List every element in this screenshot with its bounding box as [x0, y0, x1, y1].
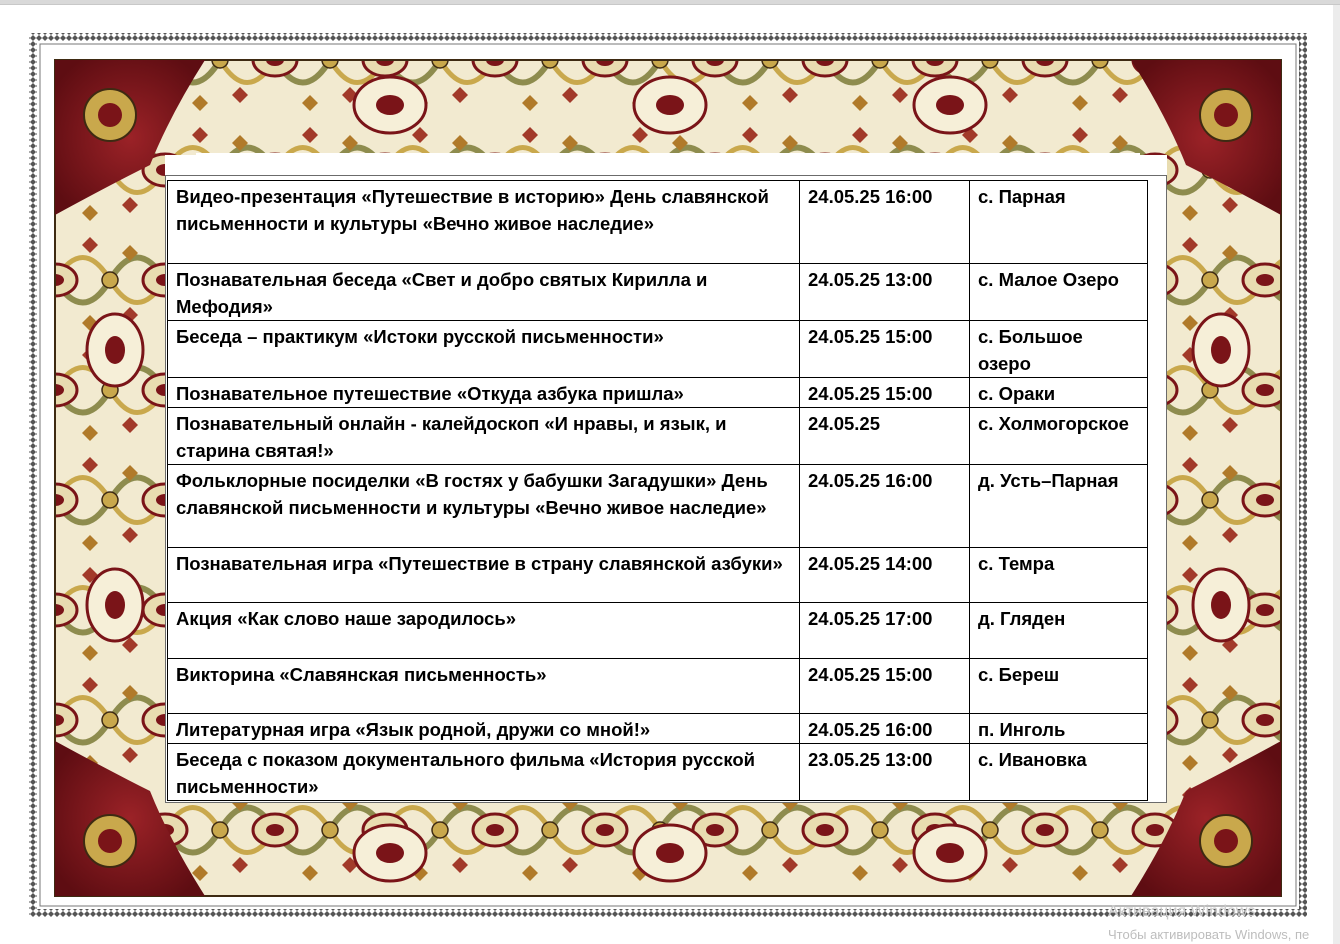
event-cell: Познавательная игра «Путешествие в страну славянской азбуки»: [168, 548, 800, 603]
table-row: [168, 378, 1148, 408]
datetime-cell: 24.05.25: [800, 408, 970, 465]
windows-activation-title: Активация Windows: [1108, 903, 1256, 920]
event-cell: Познавательный онлайн - калейдоскоп «И нравы, и язык, и старина святая!»: [168, 408, 800, 465]
datetime-cell: 24.05.25 15:00: [800, 321, 970, 378]
table-row: [168, 264, 1148, 321]
table-row: [168, 659, 1148, 714]
place-cell: с. Большое озеро: [970, 321, 1148, 378]
place-cell: п. Инголь: [970, 714, 1148, 744]
datetime-cell: 24.05.25 13:00: [800, 264, 970, 321]
place-cell: д. Гляден: [970, 603, 1148, 659]
event-cell: Беседа – практикум «Истоки русской письменности»: [168, 321, 800, 378]
event-cell: Викторина «Славянская письменность»: [168, 659, 800, 714]
place-cell: с. Малое Озеро: [970, 264, 1148, 321]
event-cell: Видео-презентация «Путешествие в историю» День славянской письменности и культуры «Вечно живое наследие»: [168, 181, 800, 264]
place-cell: с. Холмогорское: [970, 408, 1148, 465]
datetime-cell: 23.05.25 13:00: [800, 744, 970, 801]
table-row: [168, 548, 1148, 603]
event-cell: Фольклорные посиделки «В гостях у бабушки Загадушки» День славянской письменности и культуры «Вечно живое наследие»: [168, 465, 800, 548]
place-cell: с. Ораки: [970, 378, 1148, 408]
event-cell: Беседа с показом документального фильма «История русской письменности»: [168, 744, 800, 801]
datetime-cell: 24.05.25 16:00: [800, 714, 970, 744]
windows-activation-text: Чтобы активировать Windows, пе: [1108, 927, 1310, 942]
event-cell: Литературная игра «Язык родной, дружи со мной!»: [168, 714, 800, 744]
table-row: [168, 321, 1148, 378]
place-cell: с. Темра: [970, 548, 1148, 603]
table-row: [168, 465, 1148, 548]
table-row: [168, 714, 1148, 744]
place-cell: с. Парная: [970, 181, 1148, 264]
datetime-cell: 24.05.25 17:00: [800, 603, 970, 659]
place-cell: с. Береш: [970, 659, 1148, 714]
datetime-cell: 24.05.25 16:00: [800, 465, 970, 548]
table-row: [168, 181, 1148, 264]
place-cell: с. Ивановка: [970, 744, 1148, 801]
document-page: [0, 5, 1333, 944]
datetime-cell: 24.05.25 16:00: [800, 181, 970, 264]
event-cell: Акция «Как слово наше зародилось»: [168, 603, 800, 659]
table-row: [168, 603, 1148, 659]
place-cell: д. Усть–Парная: [970, 465, 1148, 548]
events-table: [167, 180, 1148, 801]
datetime-cell: 24.05.25 15:00: [800, 378, 970, 408]
datetime-cell: 24.05.25 15:00: [800, 659, 970, 714]
event-cell: Познавательная беседа «Свет и добро святых Кирилла и Мефодия»: [168, 264, 800, 321]
table-row: [168, 408, 1148, 465]
event-cell: Познавательное путешествие «Откуда азбука пришла»: [168, 378, 800, 408]
table-row: [168, 744, 1148, 801]
datetime-cell: 24.05.25 14:00: [800, 548, 970, 603]
